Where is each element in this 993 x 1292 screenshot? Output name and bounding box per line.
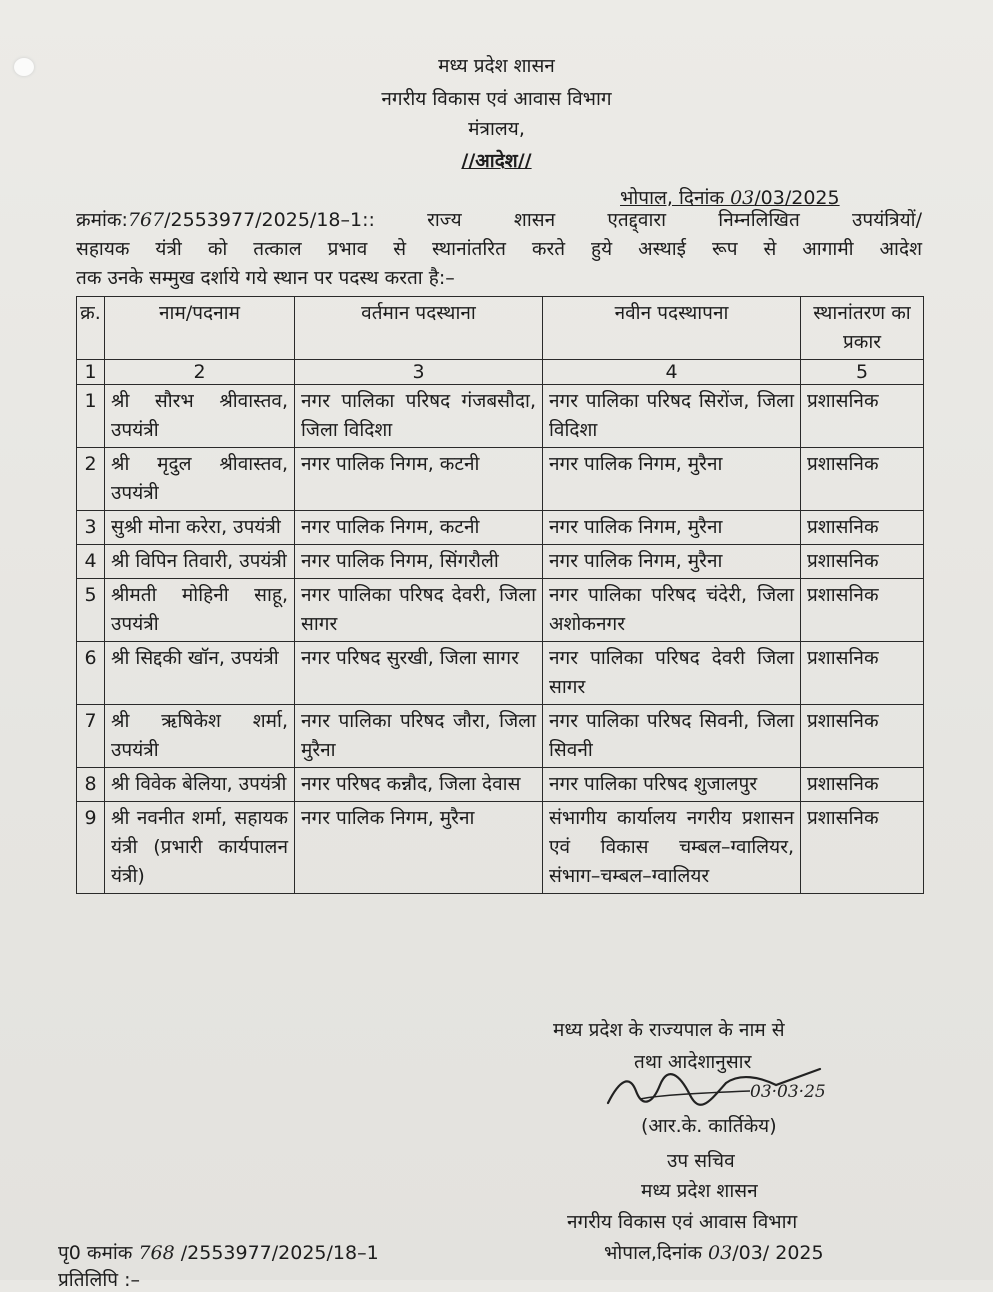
header-transfer-type: स्थानांतरण का प्रकार (801, 297, 924, 360)
row-name: श्री मृदुल श्रीवास्तव, उपयंत्री (105, 448, 295, 511)
column-number: 2 (105, 360, 295, 385)
row-transfer-type: प्रशासनिक (801, 579, 924, 642)
date-rest: /03/2025 (754, 187, 840, 209)
copy-label: प्रतिलिपि :– (58, 1269, 141, 1291)
endorsement-prefix: पृ0 कमांक (58, 1242, 133, 1264)
row-sr: 2 (77, 448, 105, 511)
row-current-posting: नगर पालिका परिषद गंजबसौदा, जिला विदिशा (295, 385, 543, 448)
row-transfer-type: प्रशासनिक (801, 545, 924, 579)
header-department: नगरीय विकास एवं आवास विभाग (381, 88, 612, 110)
row-transfer-type: प्रशासनिक (801, 385, 924, 448)
signature-date-line (604, 1239, 824, 1265)
row-name: श्री सौरभ श्रीवास्तव, उपयंत्री (105, 385, 295, 448)
reference-prefix: क्रमांक: (76, 209, 128, 231)
row-new-posting: नगर पालिक निगम, मुरैना (543, 448, 801, 511)
table-row (77, 511, 924, 545)
row-current-posting: नगर पालिका परिषद देवरी, जिला सागर (295, 579, 543, 642)
endorsement-number: /2553977/2025/18–1 (180, 1242, 379, 1264)
table-row (77, 768, 924, 802)
signature-date: 03·03·25 (750, 1082, 826, 1102)
paragraph-line-2: सहायक यंत्री को तत्काल प्रभाव से स्थानांतरित करते हुये अस्थाई रूप से आगामी आदेश (76, 238, 922, 260)
row-current-posting: नगर पालिक निगम, कटनी (295, 448, 543, 511)
table-row (77, 545, 924, 579)
row-name: श्री विवेक बेलिया, उपयंत्री (105, 768, 295, 802)
handwritten-signature (600, 1065, 830, 1113)
row-current-posting: नगर पालिक निगम, कटनी (295, 511, 543, 545)
table-row (77, 448, 924, 511)
endorsement-handwritten-no: 768 (138, 1242, 175, 1264)
row-new-posting: नगर पालिका परिषद सिवनी, जिला सिवनी (543, 705, 801, 768)
row-new-posting: नगर पालिका परिषद चंदेरी, जिला अशोकनगर (543, 579, 801, 642)
endorsement-reference (58, 1239, 379, 1265)
signature-date-rest: /03/ 2025 (732, 1242, 824, 1264)
signature-government: मध्य प्रदेश शासन (641, 1180, 758, 1202)
signature-date-prefix: भोपाल,दिनांक (604, 1242, 702, 1264)
date-day-handwritten: 03 (730, 187, 755, 209)
table-row (77, 385, 924, 448)
header-current-posting: वर्तमान पदस्थाना (295, 297, 543, 360)
row-current-posting: नगर परिषद कन्नौद, जिला देवास (295, 768, 543, 802)
officer-name: (आर.के. कार्तिकेय) (641, 1115, 777, 1137)
row-new-posting: नगर पालिक निगम, मुरैना (543, 545, 801, 579)
row-new-posting: नगर पालिका परिषद सिरोंज, जिला विदिशा (543, 385, 801, 448)
row-sr: 9 (77, 802, 105, 894)
row-transfer-type: प्रशासनिक (801, 511, 924, 545)
row-transfer-type: प्रशासनिक (801, 642, 924, 705)
header-ministry: मंत्रालय, (468, 118, 525, 140)
column-number-row (77, 360, 924, 385)
row-sr: 6 (77, 642, 105, 705)
row-transfer-type: प्रशासनिक (801, 802, 924, 894)
column-number: 1 (77, 360, 105, 385)
row-current-posting: नगर परिषद सुरखी, जिला सागर (295, 642, 543, 705)
column-number: 3 (295, 360, 543, 385)
row-current-posting: नगर पालिका परिषद जौरा, जिला मुरैना (295, 705, 543, 768)
paragraph-line-3: तक उनके सम्मुख दर्शाये गये स्थान पर पदस्थ करता है:– (76, 267, 455, 289)
header-sr: क्र. (77, 297, 105, 360)
column-number: 5 (801, 360, 924, 385)
table-row (77, 642, 924, 705)
row-current-posting: नगर पालिक निगम, मुरैना (295, 802, 543, 894)
row-name: श्रीमती मोहिनी साहू, उपयंत्री (105, 579, 295, 642)
header-government: मध्य प्रदेश शासन (438, 55, 555, 77)
row-current-posting: नगर पालिक निगम, सिंगरौली (295, 545, 543, 579)
table-row (77, 705, 924, 768)
paragraph-text-1: राज्य शासन एतद्द्वारा निम्नलिखित उपयंत्रियों/ (427, 209, 922, 231)
row-new-posting: नगर पालिका परिषद शुजालपुर (543, 768, 801, 802)
row-sr: 3 (77, 511, 105, 545)
row-new-posting: नगर पालिका परिषद देवरी जिला सागर (543, 642, 801, 705)
row-sr: 4 (77, 545, 105, 579)
table-header-row (77, 297, 924, 360)
order-title: //आदेश// (461, 150, 532, 172)
row-name: सुश्री मोना करेरा, उपयंत्री (105, 511, 295, 545)
row-name: श्री ऋषिकेश शर्मा, उपयंत्री (105, 705, 295, 768)
reference-number: /2553977/2025/18–1:: (164, 209, 375, 231)
column-number: 4 (543, 360, 801, 385)
header-new-posting: नवीन पदस्थापना (543, 297, 801, 360)
table-row (77, 802, 924, 894)
header-name: नाम/पदनाम (105, 297, 295, 360)
row-name: श्री नवनीत शर्मा, सहायक यंत्री (प्रभारी कार्यपालन यंत्री) (105, 802, 295, 894)
row-transfer-type: प्रशासनिक (801, 705, 924, 768)
row-name: श्री सिद्दकी खॉन, उपयंत्री (105, 642, 295, 705)
row-new-posting: नगर पालिक निगम, मुरैना (543, 511, 801, 545)
row-new-posting: संभागीय कार्यालय नगरीय प्रशासन एवं विकास चम्बल–ग्वालियर, संभाग–चम्बल–ग्वालियर (543, 802, 801, 894)
paragraph-line-1 (76, 206, 922, 235)
signature-department: नगरीय विकास एवं आवास विभाग (567, 1211, 798, 1233)
row-transfer-type: प्रशासनिक (801, 768, 924, 802)
governor-line: मध्य प्रदेश के राज्यपाल के नाम से (553, 1019, 785, 1041)
order-authority-line: तथा आदेशानुसार (634, 1051, 752, 1073)
signature-date-day-handwritten: 03 (708, 1242, 733, 1264)
row-sr: 5 (77, 579, 105, 642)
row-sr: 7 (77, 705, 105, 768)
order-paragraph (76, 206, 922, 293)
row-transfer-type: प्रशासनिक (801, 448, 924, 511)
officer-designation: उप सचिव (667, 1150, 735, 1172)
date-prefix: भोपाल, दिनांक (620, 187, 725, 209)
transfer-table (76, 296, 924, 894)
row-sr: 8 (77, 768, 105, 802)
row-name: श्री विपिन तिवारी, उपयंत्री (105, 545, 295, 579)
reference-handwritten-no: 767 (127, 209, 165, 231)
table-row (77, 579, 924, 642)
row-sr: 1 (77, 385, 105, 448)
